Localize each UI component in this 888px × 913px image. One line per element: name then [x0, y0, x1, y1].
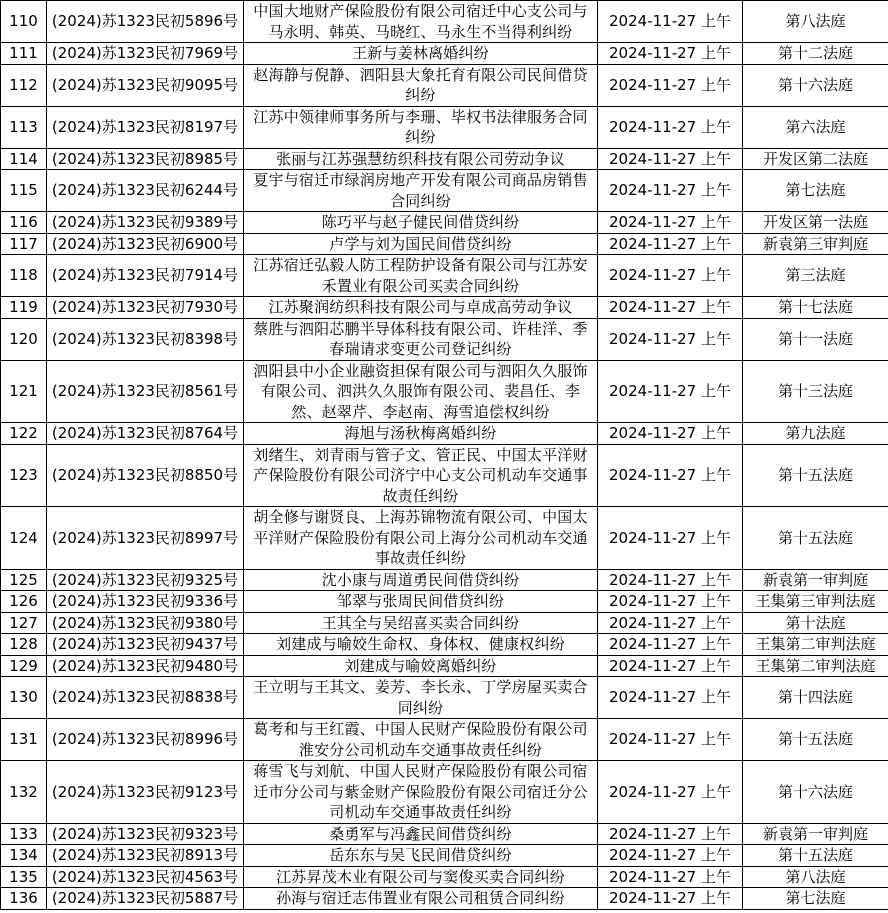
table-row — [1, 677, 888, 719]
row-number: 131 — [1, 719, 47, 761]
case-number: (2024)苏1323民初7969号 — [47, 43, 244, 65]
table-row — [1, 823, 888, 845]
case-parties: 赵海静与倪静、泗阳县大象托育有限公司民间借贷纠纷 — [244, 64, 598, 106]
courtroom: 第十五法庭 — [743, 719, 888, 761]
row-number: 125 — [1, 569, 47, 591]
case-parties: 王其全与吴绍喜买卖合同纠纷 — [244, 612, 598, 634]
case-parties: 夏宇与宿迁市绿润房地产开发有限公司商品房销售合同纠纷 — [244, 170, 598, 212]
hearing-date: 2024-11-27 上午 — [598, 297, 743, 319]
hearing-date: 2024-11-27 上午 — [598, 634, 743, 656]
case-number: (2024)苏1323民初4563号 — [47, 866, 244, 888]
courtroom: 第八法庭 — [743, 866, 888, 888]
table-row — [1, 297, 888, 319]
row-number: 115 — [1, 170, 47, 212]
hearing-date: 2024-11-27 上午 — [598, 866, 743, 888]
case-number: (2024)苏1323民初6900号 — [47, 233, 244, 255]
case-number: (2024)苏1323民初7914号 — [47, 255, 244, 297]
courtroom: 第十五法庭 — [743, 845, 888, 867]
hearing-date: 2024-11-27 上午 — [598, 170, 743, 212]
case-parties: 蔡胜与泗阳芯鹏半导体科技有限公司、许桂洋、季春瑞请求变更公司登记纠纷 — [244, 318, 598, 360]
hearing-date: 2024-11-27 上午 — [598, 677, 743, 719]
row-number: 121 — [1, 360, 47, 423]
row-number: 134 — [1, 845, 47, 867]
case-number: (2024)苏1323民初8838号 — [47, 677, 244, 719]
row-number: 124 — [1, 507, 47, 570]
case-parties: 岳东东与吴飞民间借贷纠纷 — [244, 845, 598, 867]
courtroom: 开发区第一法庭 — [743, 212, 888, 234]
row-number: 127 — [1, 612, 47, 634]
case-parties: 葛考和与王红霞、中国人民财产保险股份有限公司淮安分公司机动车交通事故责任纠纷 — [244, 719, 598, 761]
courtroom: 开发区第二法庭 — [743, 148, 888, 170]
courtroom: 第九法庭 — [743, 423, 888, 445]
case-parties: 中国大地财产保险股份有限公司宿迁中心支公司与马永明、韩英、马晓红、马永生不当得利纠纷 — [244, 1, 598, 43]
case-parties: 张丽与江苏强慧纺织科技有限公司劳动争议 — [244, 148, 598, 170]
hearing-date: 2024-11-27 上午 — [598, 212, 743, 234]
table-row — [1, 444, 888, 507]
hearing-date: 2024-11-27 上午 — [598, 233, 743, 255]
case-number: (2024)苏1323民初8561号 — [47, 360, 244, 423]
case-number: (2024)苏1323民初9437号 — [47, 634, 244, 656]
case-parties: 刘绪生、刘青雨与管子文、管正民、中国太平洋财产保险股份有限公司济宁中心支公司机动车交通事故责任纠纷 — [244, 444, 598, 507]
case-parties: 桑勇军与冯鑫民间借贷纠纷 — [244, 823, 598, 845]
courtroom: 第七法庭 — [743, 170, 888, 212]
hearing-date: 2024-11-27 上午 — [598, 845, 743, 867]
table-row — [1, 255, 888, 297]
table-row — [1, 591, 888, 613]
hearing-date: 2024-11-27 上午 — [598, 569, 743, 591]
row-number: 114 — [1, 148, 47, 170]
row-number: 110 — [1, 1, 47, 43]
table-row — [1, 360, 888, 423]
row-number: 120 — [1, 318, 47, 360]
table-row — [1, 761, 888, 824]
courtroom: 第十二法庭 — [743, 43, 888, 65]
hearing-date: 2024-11-27 上午 — [598, 106, 743, 148]
row-number: 133 — [1, 823, 47, 845]
hearing-date: 2024-11-27 上午 — [598, 655, 743, 677]
case-number: (2024)苏1323民初9325号 — [47, 569, 244, 591]
table-row — [1, 1, 888, 43]
case-parties: 胡全修与谢贤良、上海苏锦物流有限公司、中国太平洋财产保险股份有限公司上海分公司机动车交通事故责任纠纷 — [244, 507, 598, 570]
table-row — [1, 612, 888, 634]
courtroom: 第八法庭 — [743, 1, 888, 43]
case-parties: 沈小康与周道勇民间借贷纠纷 — [244, 569, 598, 591]
case-number: (2024)苏1323民初9123号 — [47, 761, 244, 824]
table-row — [1, 318, 888, 360]
courtroom: 第十法庭 — [743, 612, 888, 634]
row-number: 123 — [1, 444, 47, 507]
table-row — [1, 845, 888, 867]
row-number: 117 — [1, 233, 47, 255]
case-parties: 王新与姜林离婚纠纷 — [244, 43, 598, 65]
courtroom: 第十七法庭 — [743, 297, 888, 319]
hearing-date: 2024-11-27 上午 — [598, 888, 743, 910]
table-row — [1, 569, 888, 591]
hearing-date: 2024-11-27 上午 — [598, 255, 743, 297]
row-number: 136 — [1, 888, 47, 910]
case-number: (2024)苏1323民初8985号 — [47, 148, 244, 170]
table-row — [1, 64, 888, 106]
courtroom: 第十五法庭 — [743, 444, 888, 507]
hearing-date: 2024-11-27 上午 — [598, 444, 743, 507]
case-parties: 江苏中领律师事务所与李珊、毕权书法律服务合同纠纷 — [244, 106, 598, 148]
table-row — [1, 43, 888, 65]
row-number: 111 — [1, 43, 47, 65]
hearing-date: 2024-11-27 上午 — [598, 1, 743, 43]
table-row — [1, 719, 888, 761]
case-number: (2024)苏1323民初8997号 — [47, 507, 244, 570]
case-parties: 卢学与刘为国民间借贷纠纷 — [244, 233, 598, 255]
row-number: 128 — [1, 634, 47, 656]
case-number: (2024)苏1323民初9323号 — [47, 823, 244, 845]
row-number: 112 — [1, 64, 47, 106]
hearing-date: 2024-11-27 上午 — [598, 423, 743, 445]
case-number: (2024)苏1323民初5887号 — [47, 888, 244, 910]
courtroom: 王集第二审判法庭 — [743, 655, 888, 677]
row-number: 129 — [1, 655, 47, 677]
table-body — [1, 1, 888, 910]
case-parties: 江苏宿迁弘毅人防工程防护设备有限公司与江苏安禾置业有限公司买卖合同纠纷 — [244, 255, 598, 297]
table-row — [1, 866, 888, 888]
case-parties: 泗阳县中小企业融资担保有限公司与泗阳久久服饰有限公司、泗洪久久服饰有限公司、裴昌任、李然、赵翠芹、李赵南、海雪追偿权纠纷 — [244, 360, 598, 423]
hearing-date: 2024-11-27 上午 — [598, 612, 743, 634]
case-number: (2024)苏1323民初5896号 — [47, 1, 244, 43]
case-parties: 孙海与宿迁志伟置业有限公司租赁合同纠纷 — [244, 888, 598, 910]
table-row — [1, 212, 888, 234]
case-parties: 江苏昇茂木业有限公司与窦俊买卖合同纠纷 — [244, 866, 598, 888]
courtroom: 第十六法庭 — [743, 64, 888, 106]
courtroom: 第十三法庭 — [743, 360, 888, 423]
case-parties: 王立明与王其文、姜芳、李长永、丁学房屋买卖合同纠纷 — [244, 677, 598, 719]
courtroom: 第七法庭 — [743, 888, 888, 910]
hearing-date: 2024-11-27 上午 — [598, 823, 743, 845]
case-number: (2024)苏1323民初8996号 — [47, 719, 244, 761]
courtroom: 第六法庭 — [743, 106, 888, 148]
hearing-date: 2024-11-27 上午 — [598, 43, 743, 65]
case-number: (2024)苏1323民初8197号 — [47, 106, 244, 148]
hearing-date: 2024-11-27 上午 — [598, 507, 743, 570]
case-number: (2024)苏1323民初9480号 — [47, 655, 244, 677]
hearing-date: 2024-11-27 上午 — [598, 360, 743, 423]
case-parties: 刘建成与喻姣生命权、身体权、健康权纠纷 — [244, 634, 598, 656]
table-row — [1, 106, 888, 148]
row-number: 118 — [1, 255, 47, 297]
table-row — [1, 423, 888, 445]
case-parties: 邹翠与张周民间借贷纠纷 — [244, 591, 598, 613]
courtroom: 新袁第三审判庭 — [743, 233, 888, 255]
case-number: (2024)苏1323民初8398号 — [47, 318, 244, 360]
case-number: (2024)苏1323民初8764号 — [47, 423, 244, 445]
courtroom: 王集第二审判法庭 — [743, 634, 888, 656]
table-row — [1, 170, 888, 212]
table-row — [1, 634, 888, 656]
courtroom: 第十六法庭 — [743, 761, 888, 824]
case-number: (2024)苏1323民初8850号 — [47, 444, 244, 507]
case-number: (2024)苏1323民初8913号 — [47, 845, 244, 867]
row-number: 135 — [1, 866, 47, 888]
courtroom: 第十五法庭 — [743, 507, 888, 570]
hearing-date: 2024-11-27 上午 — [598, 591, 743, 613]
row-number: 113 — [1, 106, 47, 148]
table-row — [1, 148, 888, 170]
hearing-date: 2024-11-27 上午 — [598, 318, 743, 360]
courtroom: 新袁第一审判庭 — [743, 569, 888, 591]
hearing-date: 2024-11-27 上午 — [598, 148, 743, 170]
case-number: (2024)苏1323民初9380号 — [47, 612, 244, 634]
case-parties: 海旭与汤秋梅离婚纠纷 — [244, 423, 598, 445]
table-row — [1, 888, 888, 910]
row-number: 119 — [1, 297, 47, 319]
courtroom: 第三法庭 — [743, 255, 888, 297]
courtroom: 第十四法庭 — [743, 677, 888, 719]
case-number: (2024)苏1323民初6244号 — [47, 170, 244, 212]
courtroom: 新袁第一审判庭 — [743, 823, 888, 845]
case-parties: 陈巧平与赵子健民间借贷纠纷 — [244, 212, 598, 234]
case-parties: 刘建成与喻姣离婚纠纷 — [244, 655, 598, 677]
case-number: (2024)苏1323民初9389号 — [47, 212, 244, 234]
case-parties: 江苏聚润纺织科技有限公司与卓成高劳动争议 — [244, 297, 598, 319]
case-parties: 蒋雪飞与刘航、中国人民财产保险股份有限公司宿迁市分公司与紫金财产保险股份有限公司宿迁分公司机动车交通事故责任纠纷 — [244, 761, 598, 824]
row-number: 116 — [1, 212, 47, 234]
row-number: 132 — [1, 761, 47, 824]
row-number: 122 — [1, 423, 47, 445]
courtroom: 王集第三审判法庭 — [743, 591, 888, 613]
case-number: (2024)苏1323民初9336号 — [47, 591, 244, 613]
case-number: (2024)苏1323民初7930号 — [47, 297, 244, 319]
courtroom: 第十一法庭 — [743, 318, 888, 360]
table-row — [1, 655, 888, 677]
row-number: 126 — [1, 591, 47, 613]
table-row — [1, 507, 888, 570]
table-row — [1, 233, 888, 255]
case-number: (2024)苏1323民初9095号 — [47, 64, 244, 106]
hearing-date: 2024-11-27 上午 — [598, 761, 743, 824]
hearing-date: 2024-11-27 上午 — [598, 719, 743, 761]
row-number: 130 — [1, 677, 47, 719]
hearing-date: 2024-11-27 上午 — [598, 64, 743, 106]
